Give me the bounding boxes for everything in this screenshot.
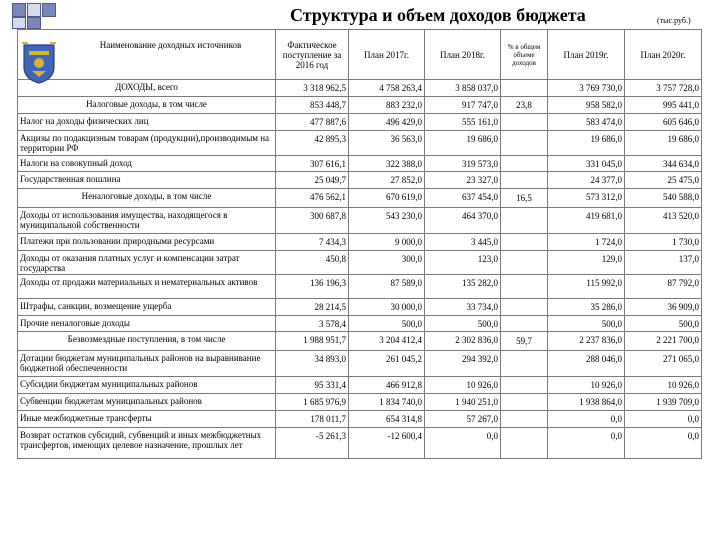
plan-2018-cell: 637 454,0 bbox=[425, 189, 501, 208]
plan-2020-cell: 137,0 bbox=[625, 251, 702, 275]
percent-cell bbox=[501, 299, 548, 316]
row-name-cell: Налог на доходы физических лиц bbox=[18, 114, 276, 131]
plan-2020-cell: 25 475,0 bbox=[625, 172, 702, 189]
table-row bbox=[18, 411, 702, 428]
row-name-cell: Субвенции бюджетам муниципальных районов bbox=[18, 394, 276, 411]
plan-2017-cell: 30 000,0 bbox=[349, 299, 425, 316]
plan-2018-cell: 1 940 251,0 bbox=[425, 394, 501, 411]
percent-cell bbox=[501, 234, 548, 251]
plan-2020-cell: 500,0 bbox=[625, 316, 702, 332]
plan-2018-cell: 10 926,0 bbox=[425, 377, 501, 394]
plan-2019-cell: 1 938 864,0 bbox=[548, 394, 625, 411]
row-name-cell: Государственная пошлина bbox=[18, 172, 276, 189]
plan-2020-cell: 995 441,0 bbox=[625, 97, 702, 114]
fact-2016-cell: -5 261,3 bbox=[276, 428, 349, 459]
row-name-cell: Доходы от продажи материальных и нематериальных активов bbox=[18, 275, 276, 299]
percent-cell bbox=[501, 275, 548, 299]
plan-2019-cell: 129,0 bbox=[548, 251, 625, 275]
plan-2020-cell: 605 646,0 bbox=[625, 114, 702, 131]
table-row bbox=[18, 275, 702, 299]
plan-2018-cell: 2 302 836,0 bbox=[425, 332, 501, 351]
row-name-cell: Штрафы, санкции, возмещение ущерба bbox=[18, 299, 276, 316]
units-label: (тыс.руб.) bbox=[657, 16, 691, 25]
percent-cell bbox=[501, 172, 548, 189]
plan-2019-cell: 19 686,0 bbox=[548, 131, 625, 156]
plan-2018-cell: 135 282,0 bbox=[425, 275, 501, 299]
plan-2017-cell: 261 045,2 bbox=[349, 351, 425, 377]
percent-cell bbox=[501, 428, 548, 459]
budget-table bbox=[17, 29, 702, 459]
percent-cell bbox=[501, 208, 548, 234]
decor-square bbox=[42, 3, 56, 17]
plan-2020-cell: 540 588,0 bbox=[625, 189, 702, 208]
fact-2016-cell: 95 331,4 bbox=[276, 377, 349, 394]
header-plan-2017: План 2017г. bbox=[349, 30, 425, 80]
plan-2020-cell: 2 221 700,0 bbox=[625, 332, 702, 351]
percent-cell bbox=[501, 377, 548, 394]
plan-2018-cell: 123,0 bbox=[425, 251, 501, 275]
row-name-cell: ДОХОДЫ, всего bbox=[18, 80, 276, 97]
table-row bbox=[18, 131, 702, 156]
plan-2019-cell: 115 992,0 bbox=[548, 275, 625, 299]
table-row bbox=[18, 156, 702, 172]
plan-2020-cell: 413 520,0 bbox=[625, 208, 702, 234]
plan-2019-cell: 0,0 bbox=[548, 411, 625, 428]
plan-2017-cell: 654 314,8 bbox=[349, 411, 425, 428]
plan-2017-cell: 466 912,8 bbox=[349, 377, 425, 394]
fact-2016-cell: 476 562,1 bbox=[276, 189, 349, 208]
table-row bbox=[18, 377, 702, 394]
plan-2020-cell: 0,0 bbox=[625, 411, 702, 428]
decor-square bbox=[27, 3, 41, 17]
percent-cell bbox=[501, 251, 548, 275]
plan-2018-cell: 19 686,0 bbox=[425, 131, 501, 156]
plan-2018-cell: 464 370,0 bbox=[425, 208, 501, 234]
page-title: Структура и объем доходов бюджета bbox=[290, 5, 586, 25]
plan-2018-cell: 294 392,0 bbox=[425, 351, 501, 377]
table-row bbox=[18, 351, 702, 377]
plan-2019-cell: 500,0 bbox=[548, 316, 625, 332]
table-row bbox=[18, 114, 702, 131]
header-plan-2020: План 2020г. bbox=[625, 30, 702, 80]
row-name-cell: Платежи при пользовании природными ресурсами bbox=[18, 234, 276, 251]
fact-2016-cell: 853 448,7 bbox=[276, 97, 349, 114]
plan-2017-cell: 4 758 263,4 bbox=[349, 80, 425, 97]
plan-2017-cell: 543 230,0 bbox=[349, 208, 425, 234]
plan-2019-cell: 3 769 730,0 bbox=[548, 80, 625, 97]
fact-2016-cell: 1 685 976,9 bbox=[276, 394, 349, 411]
fact-2016-cell: 7 434,3 bbox=[276, 234, 349, 251]
table-row bbox=[18, 189, 702, 208]
plan-2018-cell: 500,0 bbox=[425, 316, 501, 332]
plan-2018-cell: 917 747,0 bbox=[425, 97, 501, 114]
plan-2017-cell: 1 834 740,0 bbox=[349, 394, 425, 411]
fact-2016-cell: 450,8 bbox=[276, 251, 349, 275]
plan-2020-cell: 3 757 728,0 bbox=[625, 80, 702, 97]
fact-2016-cell: 28 214,5 bbox=[276, 299, 349, 316]
fact-2016-cell: 300 687,8 bbox=[276, 208, 349, 234]
fact-2016-cell: 3 318 962,5 bbox=[276, 80, 349, 97]
plan-2018-cell: 319 573,0 bbox=[425, 156, 501, 172]
row-name-cell: Налоги на совокупный доход bbox=[18, 156, 276, 172]
table-row bbox=[18, 394, 702, 411]
plan-2020-cell: 1 730,0 bbox=[625, 234, 702, 251]
header-percent: % в общем объеме доходов bbox=[501, 30, 548, 80]
plan-2017-cell: -12 600,4 bbox=[349, 428, 425, 459]
fact-2016-cell: 307 616,1 bbox=[276, 156, 349, 172]
plan-2019-cell: 583 474,0 bbox=[548, 114, 625, 131]
table-row bbox=[18, 172, 702, 189]
row-name-cell: Возврат остатков субсидий, субвенций и иных межбюджетных трансфертов, имеющих целевое назначение, прошлых лет bbox=[18, 428, 276, 459]
plan-2020-cell: 36 909,0 bbox=[625, 299, 702, 316]
fact-2016-cell: 477 887,6 bbox=[276, 114, 349, 131]
plan-2017-cell: 500,0 bbox=[349, 316, 425, 332]
row-name-cell: Безвозмездные поступления, в том числе bbox=[18, 332, 276, 351]
plan-2020-cell: 1 939 709,0 bbox=[625, 394, 702, 411]
fact-2016-cell: 1 988 951,7 bbox=[276, 332, 349, 351]
plan-2017-cell: 3 204 412,4 bbox=[349, 332, 425, 351]
plan-2019-cell: 35 286,0 bbox=[548, 299, 625, 316]
percent-cell: 23,8 bbox=[501, 97, 548, 114]
plan-2019-cell: 419 681,0 bbox=[548, 208, 625, 234]
plan-2018-cell: 3 858 037,0 bbox=[425, 80, 501, 97]
plan-2019-cell: 2 237 836,0 bbox=[548, 332, 625, 351]
plan-2019-cell: 1 724,0 bbox=[548, 234, 625, 251]
plan-2017-cell: 87 589,0 bbox=[349, 275, 425, 299]
plan-2020-cell: 19 686,0 bbox=[625, 131, 702, 156]
table-row bbox=[18, 97, 702, 114]
fact-2016-cell: 25 049,7 bbox=[276, 172, 349, 189]
plan-2017-cell: 670 619,0 bbox=[349, 189, 425, 208]
plan-2018-cell: 555 161,0 bbox=[425, 114, 501, 131]
table-header-row bbox=[18, 30, 702, 80]
percent-cell bbox=[501, 80, 548, 97]
plan-2019-cell: 10 926,0 bbox=[548, 377, 625, 394]
table-body bbox=[18, 80, 702, 459]
percent-cell: 59,7 bbox=[501, 332, 548, 351]
plan-2018-cell: 23 327,0 bbox=[425, 172, 501, 189]
plan-2018-cell: 3 445,0 bbox=[425, 234, 501, 251]
percent-cell bbox=[501, 394, 548, 411]
plan-2017-cell: 322 388,0 bbox=[349, 156, 425, 172]
plan-2020-cell: 344 634,0 bbox=[625, 156, 702, 172]
fact-2016-cell: 136 196,3 bbox=[276, 275, 349, 299]
header-name: Наименование доходных источников bbox=[18, 30, 276, 80]
plan-2020-cell: 87 792,0 bbox=[625, 275, 702, 299]
plan-2019-cell: 24 377,0 bbox=[548, 172, 625, 189]
plan-2019-cell: 288 046,0 bbox=[548, 351, 625, 377]
table-row bbox=[18, 208, 702, 234]
row-name-cell: Доходы от оказания платных услуг и компенсации затрат государства bbox=[18, 251, 276, 275]
coat-of-arms-icon bbox=[20, 41, 58, 85]
table-row bbox=[18, 428, 702, 459]
plan-2019-cell: 573 312,0 bbox=[548, 189, 625, 208]
row-name-cell: Неналоговые доходы, в том числе bbox=[18, 189, 276, 208]
row-name-cell: Субсидии бюджетам муниципальных районов bbox=[18, 377, 276, 394]
percent-cell bbox=[501, 411, 548, 428]
decor-square bbox=[12, 3, 26, 17]
fact-2016-cell: 42 895,3 bbox=[276, 131, 349, 156]
percent-cell bbox=[501, 316, 548, 332]
plan-2017-cell: 496 429,0 bbox=[349, 114, 425, 131]
decor-square bbox=[12, 17, 26, 29]
decor-square bbox=[27, 17, 41, 29]
row-name-cell: Прочие неналоговые доходы bbox=[18, 316, 276, 332]
row-name-cell: Акцизы по подакцизным товарам (продукции),производимым на территории РФ bbox=[18, 131, 276, 156]
plan-2017-cell: 883 232,0 bbox=[349, 97, 425, 114]
plan-2018-cell: 0,0 bbox=[425, 428, 501, 459]
plan-2020-cell: 0,0 bbox=[625, 428, 702, 459]
row-name-cell: Налоговые доходы, в том числе bbox=[18, 97, 276, 114]
header-fact-2016: Фактическое поступление за 2016 год bbox=[276, 30, 349, 80]
row-name-cell: Доходы от использования имущества, находящегося в муниципальной собственности bbox=[18, 208, 276, 234]
percent-cell bbox=[501, 351, 548, 377]
header-plan-2018: План 2018г. bbox=[425, 30, 501, 80]
plan-2019-cell: 958 582,0 bbox=[548, 97, 625, 114]
plan-2020-cell: 271 065,0 bbox=[625, 351, 702, 377]
plan-2017-cell: 9 000,0 bbox=[349, 234, 425, 251]
percent-cell bbox=[501, 131, 548, 156]
percent-cell bbox=[501, 114, 548, 131]
percent-cell bbox=[501, 156, 548, 172]
plan-2017-cell: 300,0 bbox=[349, 251, 425, 275]
table-row bbox=[18, 251, 702, 275]
row-name-cell: Дотации бюджетам муниципальных районов на выравнивание бюджетной обеспеченности bbox=[18, 351, 276, 377]
plan-2017-cell: 36 563,0 bbox=[349, 131, 425, 156]
header-plan-2019: План 2019г. bbox=[548, 30, 625, 80]
fact-2016-cell: 34 893,0 bbox=[276, 351, 349, 377]
table-row bbox=[18, 299, 702, 316]
percent-cell: 16,5 bbox=[501, 189, 548, 208]
plan-2019-cell: 0,0 bbox=[548, 428, 625, 459]
table-row bbox=[18, 234, 702, 251]
plan-2017-cell: 27 852,0 bbox=[349, 172, 425, 189]
table-row bbox=[18, 316, 702, 332]
plan-2019-cell: 331 045,0 bbox=[548, 156, 625, 172]
table-row bbox=[18, 80, 702, 97]
plan-2018-cell: 57 267,0 bbox=[425, 411, 501, 428]
row-name-cell: Иные межбюджетные трансферты bbox=[18, 411, 276, 428]
plan-2020-cell: 10 926,0 bbox=[625, 377, 702, 394]
fact-2016-cell: 178 011,7 bbox=[276, 411, 349, 428]
table-row bbox=[18, 332, 702, 351]
plan-2018-cell: 33 734,0 bbox=[425, 299, 501, 316]
fact-2016-cell: 3 578,4 bbox=[276, 316, 349, 332]
